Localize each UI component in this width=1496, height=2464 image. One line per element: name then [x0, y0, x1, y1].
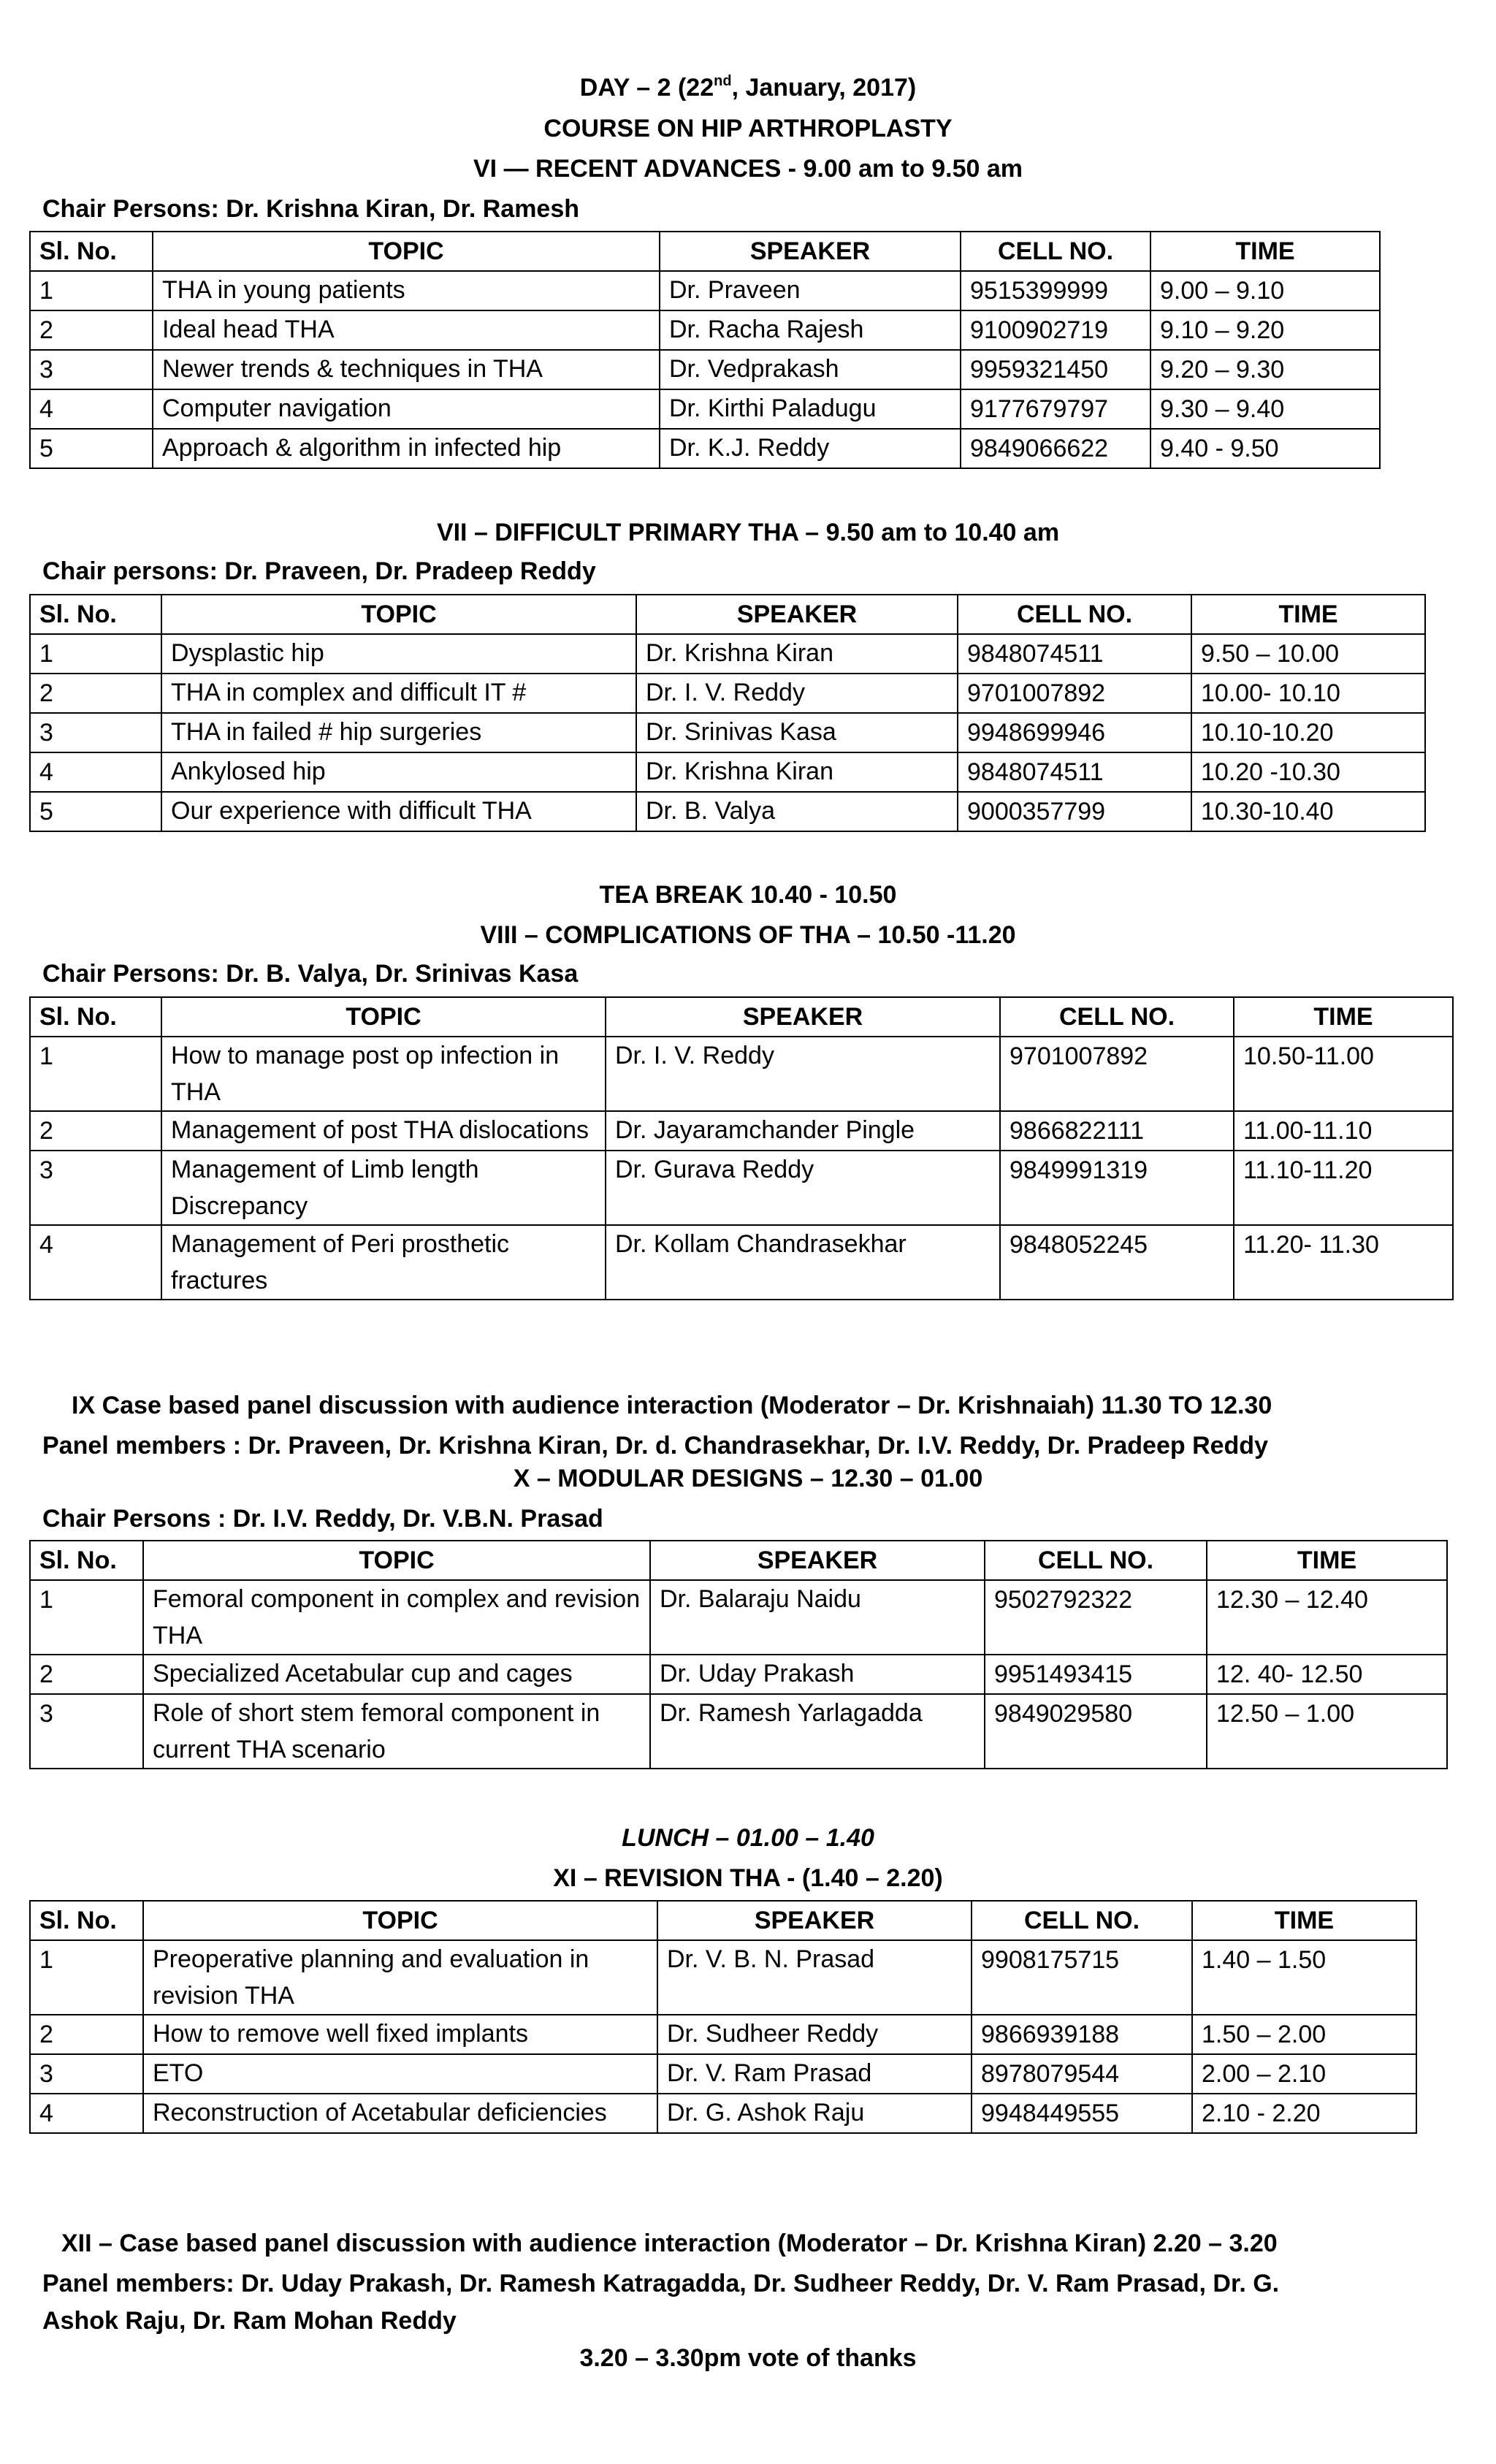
table-row — [30, 2094, 1416, 2133]
cell-topic: Our experience with difficult THA — [161, 792, 636, 831]
cell-speaker: Dr. Jayaramchander Pingle — [606, 1111, 1000, 1151]
session7-title: VII – DIFFICULT PRIMARY THA – 9.50 am to 10.40 am — [436, 519, 1060, 546]
day-superscript: nd — [714, 73, 732, 89]
cell-cell: 9848074511 — [958, 634, 1191, 674]
table-row — [30, 634, 1425, 674]
cell-no: 3 — [30, 1694, 143, 1769]
table-header-row — [30, 595, 1425, 634]
cell-no: 2 — [30, 310, 153, 350]
cell-no: 5 — [30, 429, 153, 468]
cell-time: 12.30 – 12.40 — [1207, 1580, 1447, 1655]
cell-topic: How to remove well fixed implants — [143, 2015, 657, 2054]
cell-time: 9.50 – 10.00 — [1191, 634, 1425, 674]
table-header-row — [30, 232, 1380, 271]
cell-cell: 9848074511 — [958, 752, 1191, 792]
cell-time: 9.20 – 9.30 — [1150, 350, 1380, 389]
table-row — [30, 752, 1425, 792]
cell-no: 2 — [30, 674, 161, 713]
cell-topic: Femoral component in complex and revision THA — [143, 1580, 650, 1655]
cell-topic: Dysplastic hip — [161, 634, 636, 674]
cell-cell: 9177679797 — [961, 389, 1150, 429]
table-row — [30, 1111, 1453, 1151]
cell-no: 4 — [30, 1225, 161, 1300]
cell-time: 11.10-11.20 — [1234, 1151, 1453, 1225]
time-header: TIME — [1191, 595, 1425, 634]
cell-no-header: CELL NO. — [985, 1541, 1207, 1580]
cell-cell: 9515399999 — [961, 271, 1150, 310]
time-header: TIME — [1150, 232, 1380, 271]
session12-panel-line1: Panel members: Dr. Uday Prakash, Dr. Ramesh Katragadda, Dr. Sudheer Reddy, Dr. V. Ram Prasad, Dr. G. — [42, 2270, 1280, 2297]
cell-no: 1 — [30, 1037, 161, 1111]
cell-no: 3 — [30, 713, 161, 752]
day-heading — [0, 72, 1496, 104]
topic-header: TOPIC — [153, 232, 660, 271]
cell-topic: Ankylosed hip — [161, 752, 636, 792]
cell-cell: 9849066622 — [961, 429, 1150, 468]
cell-time: 10.30-10.40 — [1191, 792, 1425, 831]
cell-topic: Role of short stem femoral component in current THA scenario — [143, 1694, 650, 1769]
cell-cell: 9849991319 — [1000, 1151, 1234, 1225]
session6-title: VI — RECENT ADVANCES - 9.00 am to 9.50 am — [473, 155, 1023, 183]
table-row — [30, 310, 1380, 350]
cell-cell: 9502792322 — [985, 1580, 1207, 1655]
cell-time: 1.50 – 2.00 — [1192, 2015, 1416, 2054]
cell-no: 4 — [30, 389, 153, 429]
cell-no: 5 — [30, 792, 161, 831]
cell-speaker: Dr. Racha Rajesh — [660, 310, 961, 350]
cell-time: 11.20- 11.30 — [1234, 1225, 1453, 1300]
table-row — [30, 429, 1380, 468]
cell-time: 10.50-11.00 — [1234, 1037, 1453, 1111]
time-header: TIME — [1207, 1541, 1447, 1580]
cell-topic: Approach & algorithm in infected hip — [153, 429, 660, 468]
cell-speaker: Dr. Krishna Kiran — [636, 634, 958, 674]
cell-time: 2.00 – 2.10 — [1192, 2054, 1416, 2094]
cell-speaker: Dr. Uday Prakash — [650, 1655, 985, 1694]
cell-no-header: CELL NO. — [972, 1901, 1192, 1940]
cell-no: 4 — [30, 2094, 143, 2133]
cell-time: 1.40 – 1.50 — [1192, 1940, 1416, 2015]
cell-no: 4 — [30, 752, 161, 792]
cell-no-header: CELL NO. — [958, 595, 1191, 634]
cell-topic: Ideal head THA — [153, 310, 660, 350]
table-row — [30, 389, 1380, 429]
session8-table — [29, 996, 1454, 1300]
cell-cell: 9848052245 — [1000, 1225, 1234, 1300]
lunch-break: LUNCH – 01.00 – 1.40 — [622, 1824, 874, 1852]
cell-cell: 9908175715 — [972, 1940, 1192, 2015]
cell-time: 11.00-11.10 — [1234, 1111, 1453, 1151]
cell-speaker: Dr. Kirthi Paladugu — [660, 389, 961, 429]
session6-table — [29, 231, 1381, 469]
cell-time: 10.10-10.20 — [1191, 713, 1425, 752]
session8-chair: Chair Persons: Dr. B. Valya, Dr. Srinivas Kasa — [42, 960, 579, 988]
cell-cell: 9866939188 — [972, 2015, 1192, 2054]
cell-speaker: Dr. Sudheer Reddy — [657, 2015, 972, 2054]
cell-speaker: Dr. Vedprakash — [660, 350, 961, 389]
sl-no-header: Sl. No. — [30, 232, 153, 271]
cell-topic: THA in young patients — [153, 271, 660, 310]
cell-speaker: Dr. Srinivas Kasa — [636, 713, 958, 752]
sl-no-header: Sl. No. — [30, 1901, 143, 1940]
topic-header: TOPIC — [143, 1541, 650, 1580]
cell-time: 9.00 – 9.10 — [1150, 271, 1380, 310]
session12-panel-line2: Ashok Raju, Dr. Ram Mohan Reddy — [42, 2307, 457, 2335]
speaker-header: SPEAKER — [657, 1901, 972, 1940]
cell-time: 9.10 – 9.20 — [1150, 310, 1380, 350]
session6-chair: Chair Persons: Dr. Krishna Kiran, Dr. Ramesh — [42, 195, 580, 223]
table-row — [30, 1655, 1447, 1694]
cell-time: 2.10 - 2.20 — [1192, 2094, 1416, 2133]
session11-table — [29, 1900, 1417, 2134]
vote-of-thanks: 3.20 – 3.30pm vote of thanks — [579, 2344, 917, 2372]
course-title: COURSE ON HIP ARTHROPLASTY — [543, 115, 953, 142]
session9-panel: Panel members : Dr. Praveen, Dr. Krishna Kiran, Dr. d. Chandrasekhar, Dr. I.V. Reddy, Dr. Pradeep Reddy — [42, 1432, 1268, 1460]
cell-speaker: Dr. Kollam Chandrasekhar — [606, 1225, 1000, 1300]
session8-title: VIII – COMPLICATIONS OF THA – 10.50 -11.20 — [480, 921, 1016, 949]
cell-topic: Specialized Acetabular cup and cages — [143, 1655, 650, 1694]
cell-time: 12.50 – 1.00 — [1207, 1694, 1447, 1769]
cell-cell: 9100902719 — [961, 310, 1150, 350]
cell-cell: 9701007892 — [1000, 1037, 1234, 1111]
table-header-row — [30, 997, 1453, 1037]
sl-no-header: Sl. No. — [30, 997, 161, 1037]
cell-speaker: Dr. Balaraju Naidu — [650, 1580, 985, 1655]
cell-speaker: Dr. Krishna Kiran — [636, 752, 958, 792]
cell-time: 12. 40- 12.50 — [1207, 1655, 1447, 1694]
table-row — [30, 350, 1380, 389]
cell-no: 1 — [30, 271, 153, 310]
table-row — [30, 713, 1425, 752]
table-row — [30, 2054, 1416, 2094]
cell-no: 1 — [30, 1940, 143, 2015]
table-row — [30, 1580, 1447, 1655]
day-prefix: DAY – 2 (22 — [579, 74, 714, 102]
cell-topic: Management of Limb length Discrepancy — [161, 1151, 606, 1225]
cell-topic: How to manage post op infection in THA — [161, 1037, 606, 1111]
tea-break: TEA BREAK 10.40 - 10.50 — [599, 881, 897, 909]
session11-title: XI – REVISION THA - (1.40 – 2.20) — [553, 1864, 943, 1892]
cell-topic: Preoperative planning and evaluation in revision THA — [143, 1940, 657, 2015]
cell-speaker: Dr. Gurava Reddy — [606, 1151, 1000, 1225]
cell-time: 9.40 - 9.50 — [1150, 429, 1380, 468]
cell-no: 2 — [30, 1655, 143, 1694]
cell-speaker: Dr. Praveen — [660, 271, 961, 310]
topic-header: TOPIC — [161, 997, 606, 1037]
cell-cell: 9959321450 — [961, 350, 1150, 389]
cell-no: 1 — [30, 1580, 143, 1655]
table-row — [30, 792, 1425, 831]
cell-speaker: Dr. I. V. Reddy — [636, 674, 958, 713]
cell-cell: 9866822111 — [1000, 1111, 1234, 1151]
topic-header: TOPIC — [143, 1901, 657, 1940]
topic-header: TOPIC — [161, 595, 636, 634]
cell-no: 2 — [30, 2015, 143, 2054]
cell-topic: Newer trends & techniques in THA — [153, 350, 660, 389]
cell-no: 3 — [30, 350, 153, 389]
table-row — [30, 1225, 1453, 1300]
cell-topic: THA in failed # hip surgeries — [161, 713, 636, 752]
table-row — [30, 1037, 1453, 1111]
cell-speaker: Dr. I. V. Reddy — [606, 1037, 1000, 1111]
cell-speaker: Dr. V. Ram Prasad — [657, 2054, 972, 2094]
cell-topic: Management of post THA dislocations — [161, 1111, 606, 1151]
cell-speaker: Dr. V. B. N. Prasad — [657, 1940, 972, 2015]
cell-speaker: Dr. K.J. Reddy — [660, 429, 961, 468]
speaker-header: SPEAKER — [606, 997, 1000, 1037]
cell-time: 9.30 – 9.40 — [1150, 389, 1380, 429]
cell-cell: 9701007892 — [958, 674, 1191, 713]
session10-chair: Chair Persons : Dr. I.V. Reddy, Dr. V.B.N. Prasad — [42, 1505, 603, 1533]
cell-topic: Computer navigation — [153, 389, 660, 429]
session9-line1: IX Case based panel discussion with audience interaction (Moderator – Dr. Krishnaiah) 11.30 TO 12.30 — [72, 1392, 1272, 1419]
table-header-row — [30, 1541, 1447, 1580]
cell-no: 1 — [30, 634, 161, 674]
session7-chair: Chair persons: Dr. Praveen, Dr. Pradeep Reddy — [42, 557, 596, 585]
cell-speaker: Dr. G. Ashok Raju — [657, 2094, 972, 2133]
session7-table — [29, 594, 1426, 832]
speaker-header: SPEAKER — [636, 595, 958, 634]
table-row — [30, 1694, 1447, 1769]
table-row — [30, 271, 1380, 310]
time-header: TIME — [1192, 1901, 1416, 1940]
cell-cell: 8978079544 — [972, 2054, 1192, 2094]
session10-title: X – MODULAR DESIGNS – 12.30 – 01.00 — [513, 1465, 983, 1492]
cell-no-header: CELL NO. — [1000, 997, 1234, 1037]
cell-cell: 9000357799 — [958, 792, 1191, 831]
table-row — [30, 674, 1425, 713]
cell-cell: 9951493415 — [985, 1655, 1207, 1694]
session12-line1: XII – Case based panel discussion with audience interaction (Moderator – Dr. Krishna Kiran) 2.20 – 3.20 — [61, 2230, 1278, 2257]
cell-cell: 9948699946 — [958, 713, 1191, 752]
cell-topic: Reconstruction of Acetabular deficiencies — [143, 2094, 657, 2133]
table-row — [30, 1940, 1416, 2015]
cell-speaker: Dr. Ramesh Yarlagadda — [650, 1694, 985, 1769]
cell-topic: Management of Peri prosthetic fractures — [161, 1225, 606, 1300]
cell-no-header: CELL NO. — [961, 232, 1150, 271]
time-header: TIME — [1234, 997, 1453, 1037]
cell-no: 2 — [30, 1111, 161, 1151]
sl-no-header: Sl. No. — [30, 595, 161, 634]
session10-table — [29, 1540, 1448, 1769]
cell-cell: 9849029580 — [985, 1694, 1207, 1769]
cell-topic: THA in complex and difficult IT # — [161, 674, 636, 713]
cell-speaker: Dr. B. Valya — [636, 792, 958, 831]
cell-time: 10.20 -10.30 — [1191, 752, 1425, 792]
cell-time: 10.00- 10.10 — [1191, 674, 1425, 713]
speaker-header: SPEAKER — [650, 1541, 985, 1580]
table-row — [30, 1151, 1453, 1225]
table-header-row — [30, 1901, 1416, 1940]
speaker-header: SPEAKER — [660, 232, 961, 271]
cell-topic: ETO — [143, 2054, 657, 2094]
cell-no: 3 — [30, 2054, 143, 2094]
cell-cell: 9948449555 — [972, 2094, 1192, 2133]
sl-no-header: Sl. No. — [30, 1541, 143, 1580]
cell-no: 3 — [30, 1151, 161, 1225]
table-row — [30, 2015, 1416, 2054]
day-suffix: , January, 2017) — [731, 74, 917, 102]
